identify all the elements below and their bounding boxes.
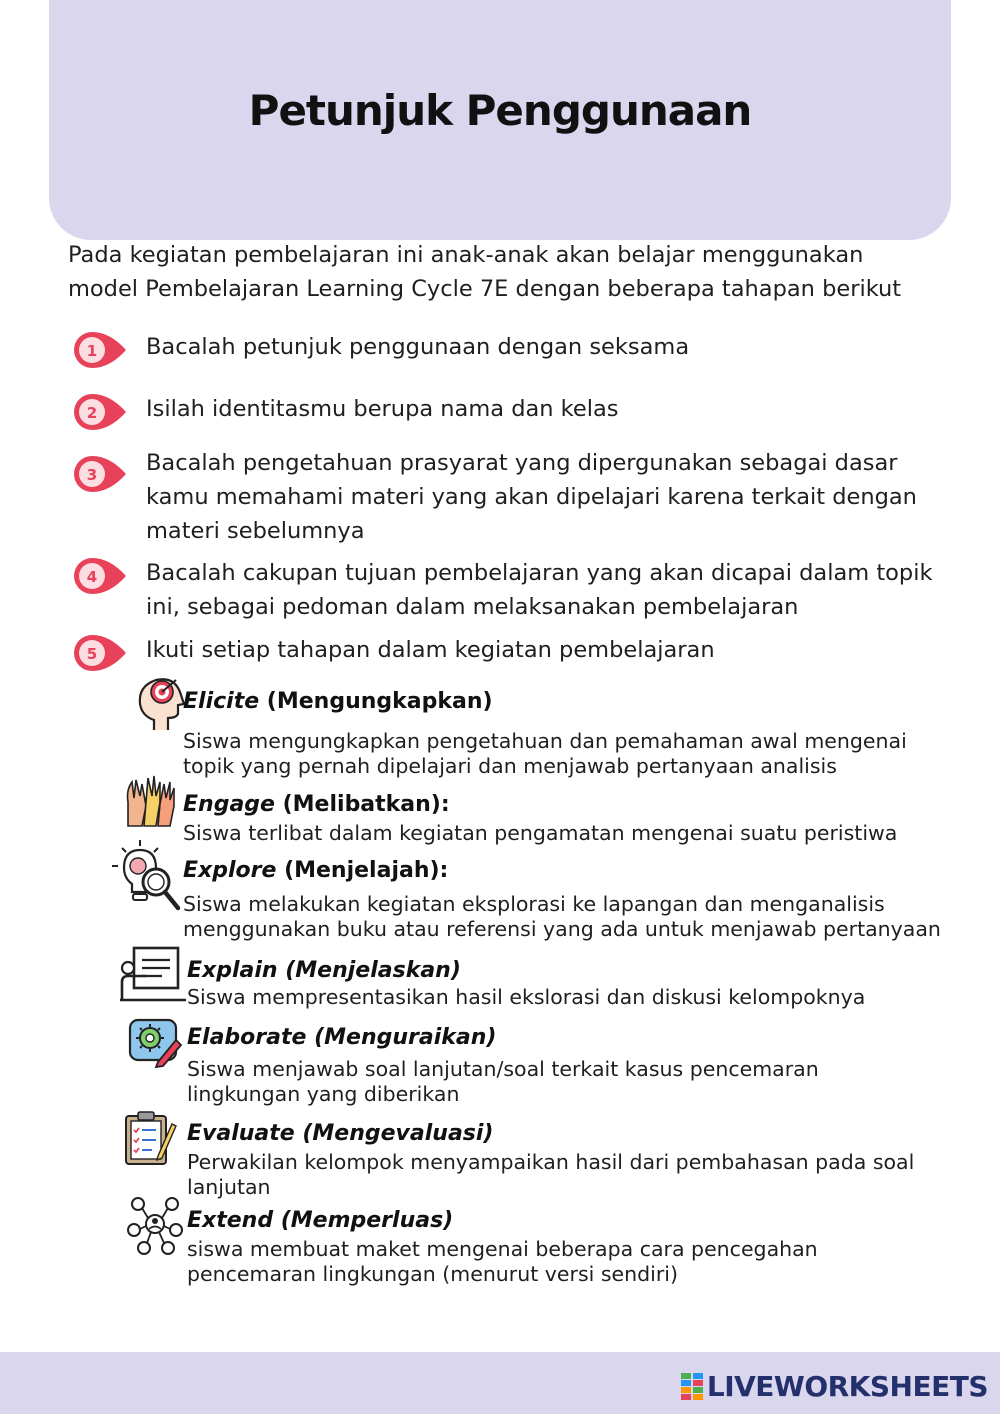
phase-title-explain — [187, 958, 461, 983]
step-text-1: Bacalah petunjuk penggunaan dengan seksama — [146, 334, 690, 360]
gear-pencil-icon — [128, 1018, 186, 1076]
explore-line-2: menggunakan buku atau referensi yang ada untuk menjawab pertanyaan — [183, 917, 941, 941]
head-target-icon — [132, 672, 190, 730]
step-badge-1 — [72, 330, 128, 374]
extend-line-1: siswa membuat maket mengenai beberapa cara pencegahan — [187, 1237, 818, 1261]
raised-hands-icon — [122, 772, 180, 830]
page-title: Petunjuk Penggunaan — [248, 86, 752, 135]
phase-title-evaluate — [187, 1121, 494, 1146]
step-badge-5 — [72, 633, 128, 677]
step-badge-4 — [72, 556, 128, 600]
phase-desc-extend — [187, 1237, 1000, 1287]
phase-desc-explore — [183, 892, 998, 942]
elicite-line-2: topik yang pernah dipelajari dan menjawab pertanyaan analisis — [183, 754, 837, 778]
phase-name-explain: Explain (Menjelaskan) — [187, 958, 461, 983]
step-number-1: 1 — [86, 342, 98, 360]
explore-line-1: Siswa melakukan kegiatan eksplorasi ke lapangan dan menganalisis — [183, 892, 885, 916]
bulb-magnifier-icon — [112, 838, 170, 896]
phase-translation-engage: (Melibatkan): — [274, 792, 450, 817]
header-card — [49, 0, 951, 240]
engage-line-1: Siswa terlibat dalam kegiatan pengamatan mengenai suatu peristiwa — [183, 821, 898, 845]
step-badge-2 — [72, 392, 128, 436]
step-4-line-2: ini, sebagai pedoman dalam melaksanakan pembelajaran — [146, 594, 799, 620]
evaluate-line-2: lanjutan — [187, 1175, 271, 1199]
step-number-4: 4 — [86, 568, 98, 586]
step-number-2: 2 — [86, 404, 98, 422]
phase-desc-explain — [187, 985, 1000, 1010]
step-4-line-1: Bacalah cakupan tujuan pembelajaran yang akan dicapai dalam topik — [146, 560, 933, 586]
step-text-3 — [146, 446, 976, 548]
evaluate-line-1: Perwakilan kelompok menyampaikan hasil dari pembahasan pada soal — [187, 1150, 915, 1174]
network-people-icon — [126, 1194, 184, 1252]
phase-desc-evaluate — [187, 1150, 1000, 1200]
phase-name-engage: Engage — [183, 792, 275, 817]
phase-name-extend: Extend (Memperluas) — [187, 1208, 454, 1233]
elaborate-line-2: lingkungan yang diberikan — [187, 1082, 460, 1106]
phase-desc-engage — [183, 821, 998, 846]
intro-line-2: model Pembelajaran Learning Cycle 7E dengan beberapa tahapan berikut — [68, 276, 902, 302]
step-number-3: 3 — [86, 466, 98, 484]
elicite-line-1: Siswa mengungkapkan pengetahuan dan pemahaman awal mengenai — [183, 729, 907, 753]
liveworksheets-logo-text: LIVEWORKSHEETS — [706, 1370, 988, 1403]
phase-name-elaborate: Elaborate (Menguraikan) — [187, 1025, 497, 1050]
phase-title-engage — [183, 792, 450, 817]
footer-bar — [0, 1352, 1000, 1414]
phase-desc-elaborate — [187, 1057, 1000, 1107]
step-badge-3 — [72, 454, 128, 498]
liveworksheets-logo-icon — [681, 1373, 703, 1401]
extend-line-2: pencemaran lingkungan (menurut versi sendiri) — [187, 1262, 678, 1286]
step-3-line-3: materi sebelumnya — [146, 518, 365, 544]
presentation-icon — [120, 946, 178, 1004]
step-text-2: Isilah identitasmu berupa nama dan kelas — [146, 396, 619, 422]
phase-translation-explore: (Menjelajah): — [276, 858, 449, 883]
phase-title-elaborate — [187, 1025, 496, 1050]
intro-paragraph — [68, 238, 968, 306]
phase-title-explore — [183, 858, 448, 883]
phase-name-elicite: Elicite — [183, 689, 260, 714]
explain-line-1: Siswa mempresentasikan hasil ekslorasi dan diskusi kelompoknya — [187, 985, 866, 1009]
phase-translation-elicite: (Mengungkapkan) — [259, 689, 493, 714]
step-text-5: Ikuti setiap tahapan dalam kegiatan pembelajaran — [146, 637, 715, 663]
intro-line-1: Pada kegiatan pembelajaran ini anak-anak akan belajar menggunakan — [68, 242, 864, 268]
clipboard-checklist-icon — [122, 1110, 180, 1168]
phase-name-explore: Explore — [183, 858, 277, 883]
step-3-line-2: kamu memahami materi yang akan dipelajari karena terkait dengan — [146, 484, 917, 510]
step-3-line-1: Bacalah pengetahuan prasyarat yang dipergunakan sebagai dasar — [146, 450, 898, 476]
phase-title-elicite — [183, 689, 493, 714]
phase-name-evaluate: Evaluate (Mengevaluasi) — [187, 1121, 494, 1146]
phase-desc-elicite — [183, 729, 998, 779]
step-number-5: 5 — [86, 645, 98, 663]
elaborate-line-1: Siswa menjawab soal lanjutan/soal terkait kasus pencemaran — [187, 1057, 819, 1081]
phase-title-extend — [187, 1208, 453, 1233]
liveworksheets-logo[interactable] — [681, 1370, 988, 1403]
step-text-4 — [146, 556, 976, 624]
